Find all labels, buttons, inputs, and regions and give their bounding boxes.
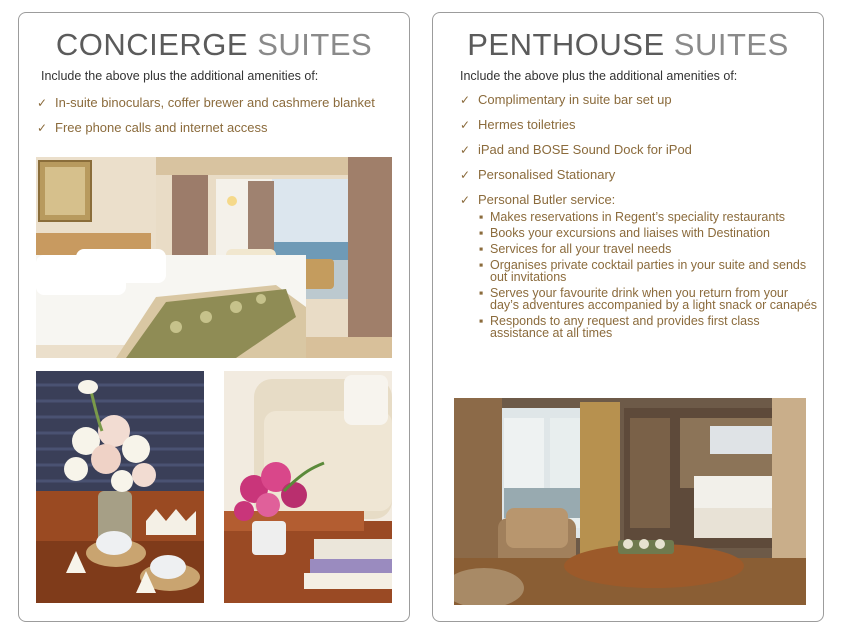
bullet-icon: ▪ <box>479 226 484 240</box>
list-item <box>478 259 820 283</box>
check-icon: ✓ <box>460 93 471 107</box>
list-item <box>460 117 820 133</box>
amenity-text: Hermes toiletries <box>478 117 576 132</box>
bullet-icon: ▪ <box>479 210 484 224</box>
check-icon: ✓ <box>37 121 48 135</box>
service-text: Organises private cocktail parties in your suite and sends out invitations <box>490 258 807 284</box>
amenity-text: In-suite binoculars, coffer brewer and cashmere blanket <box>55 95 375 110</box>
list-item <box>478 315 820 339</box>
butler-services-list <box>478 211 820 339</box>
check-icon: ✓ <box>460 193 471 207</box>
service-text: Serves your favourite drink when you return from your day’s adventures accompanied by a light snack or canapés <box>490 286 818 312</box>
penthouse-amenities-list <box>460 92 820 348</box>
service-text: Responds to any request and provides first class assistance at all times <box>490 314 760 340</box>
penthouse-living-photo <box>454 398 806 605</box>
bullet-icon: ▪ <box>479 314 484 328</box>
amenity-text: iPad and BOSE Sound Dock for iPod <box>478 142 692 157</box>
concierge-intro: Include the above plus the additional amenities of: <box>41 69 319 83</box>
list-item <box>460 192 820 339</box>
concierge-title-bold: CONCIERGE <box>55 27 249 62</box>
concierge-suites-card <box>18 12 410 622</box>
check-icon: ✓ <box>460 143 471 157</box>
penthouse-title-light: SUITES <box>673 27 789 62</box>
bullet-icon: ▪ <box>479 258 484 272</box>
list-item <box>37 120 397 136</box>
list-item <box>478 227 820 239</box>
list-item <box>460 92 820 108</box>
amenity-text: Personalised Stationary <box>478 167 616 182</box>
amenity-text: Complimentary in suite bar set up <box>478 92 672 107</box>
list-item <box>478 243 820 255</box>
list-item <box>478 287 820 311</box>
concierge-bedroom-photo <box>36 157 392 358</box>
check-icon: ✓ <box>460 118 471 132</box>
penthouse-suites-card <box>432 12 824 622</box>
concierge-amenities-list <box>37 95 397 145</box>
concierge-lilies-photo <box>224 371 392 603</box>
list-item <box>478 211 820 223</box>
amenity-text: Personal Butler service: <box>478 192 616 207</box>
concierge-flowers-photo <box>36 371 204 603</box>
concierge-title-light: SUITES <box>257 27 373 62</box>
list-item <box>37 95 397 111</box>
concierge-title <box>19 27 409 63</box>
check-icon: ✓ <box>460 168 471 182</box>
bullet-icon: ▪ <box>479 286 484 300</box>
list-item <box>460 167 820 183</box>
penthouse-title-bold: PENTHOUSE <box>467 27 665 62</box>
penthouse-intro: Include the above plus the additional amenities of: <box>460 69 738 83</box>
check-icon: ✓ <box>37 96 48 110</box>
penthouse-title <box>433 27 823 63</box>
service-text: Books your excursions and liaises with Destination <box>490 226 770 240</box>
list-item <box>460 142 820 158</box>
bullet-icon: ▪ <box>479 242 484 256</box>
amenity-text: Free phone calls and internet access <box>55 120 268 135</box>
service-text: Makes reservations in Regent’s speciality restaurants <box>490 210 786 224</box>
service-text: Services for all your travel needs <box>490 242 672 256</box>
